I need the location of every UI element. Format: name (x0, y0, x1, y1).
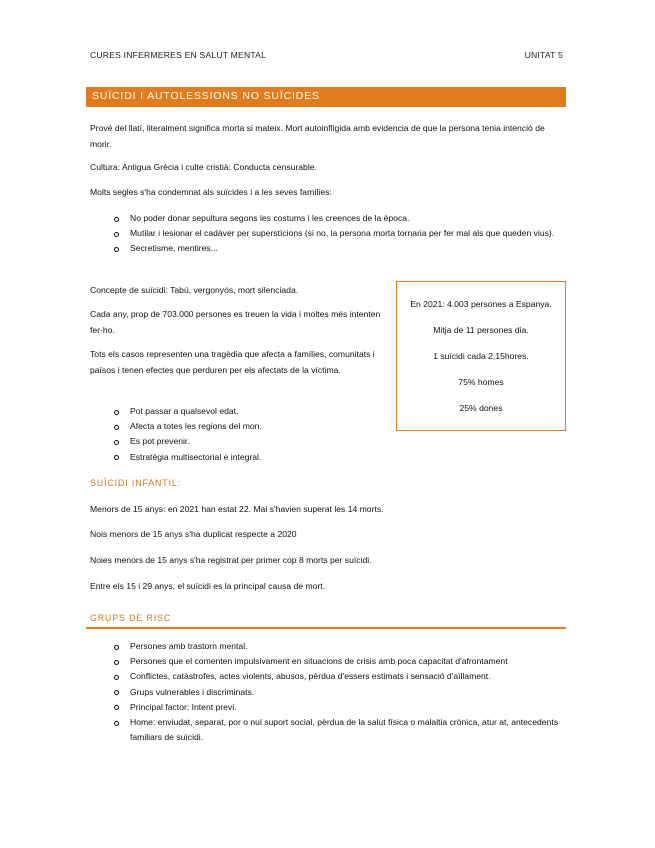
concept-paragraph-1: Concepte de suïcidi: Tabú, vergonyós, mort silenciada. (90, 285, 299, 295)
list-item: Es pot prevenir. (112, 434, 392, 449)
infantil-paragraph-3: Noies menors de 15 anys s'ha registrat per primer cop 8 morts per suïcidi. (90, 555, 372, 565)
section-divider (86, 627, 566, 629)
header-unit: UNITAT 5 (524, 50, 563, 60)
section-title-banner: SUÏCIDI I AUTOLESSIONS NO SUÏCIDES (86, 87, 566, 107)
stat-line: 75% homes (458, 377, 504, 387)
list-item: No poder donar sepultura segons les costums i les creences de la època. (112, 211, 562, 226)
risc-bullet-list (112, 639, 567, 745)
risc-subtitle: GRUPS DE RISC (90, 613, 172, 623)
list-item: Conflictes, catàstrofes, actes violents, abusos, pèrdua d'essers estimats i sensació d'aïllament. (112, 669, 567, 684)
header-course-title: CURES INFERMERES EN SALUT MENTAL (90, 50, 267, 60)
infantil-paragraph-4: Entre els 15 i 29 anys, el suïcidi es la principal causa de mort. (90, 581, 326, 591)
stat-line: 25% dones (459, 403, 503, 413)
infantil-paragraph-1: Menors de 15 anys: en 2021 han estat 22. Mai s'havien superat les 14 morts. (90, 504, 384, 514)
list-item: Secretisme, mentires... (112, 241, 562, 256)
concept-bullet-list (112, 404, 392, 465)
list-item: Principal factor: Intent previ. (112, 700, 567, 715)
intro-paragraph-1: Prové del llatí, literalment significa morta si mateix. Mort autoinfligida amb evidencia de que la persona tenia intenció de morir. (90, 123, 545, 149)
infantil-paragraph-2: Nois menors de 15 anys s'ha duplicat respecte a 2020 (90, 529, 297, 539)
list-item: Afecta a totes les regions del mon. (112, 419, 392, 434)
infantil-subtitle: SUÏCIDI INFANTIL: (90, 478, 182, 488)
stat-line: En 2021: 4.003 persones a Espanya. (410, 299, 552, 309)
stat-line: 1 suïcidi cada 2,15hores. (433, 351, 529, 361)
intro-paragraph-2: Cultura: Antigua Grècia i culte cristià: Conducta censurable. (90, 162, 317, 172)
list-item: Pot passar a qualsevol edat. (112, 404, 392, 419)
stat-line: Mitja de 11 persones dia. (433, 325, 529, 335)
list-item: Persones amb trastorn mental. (112, 639, 567, 654)
list-item: Home: enviudat, separat, por o nul suport social, pèrdua de la salut física o malaltia crònica, atur at, antecedents familiars de suïcidi. (112, 715, 567, 745)
concept-paragraph-3: Tots els casos representen una tragèdia que afecta a famílies, comunitats i països i tenen efectes que perduren per els afectats de la víctima. (90, 349, 375, 375)
concept-paragraph-2: Cada any, prop de 703.000 persones es treuen la vida i moltes més intenten fer-ho. (90, 309, 381, 335)
statistics-box (396, 281, 566, 431)
list-item: Grups vulnerables i discriminats. (112, 685, 567, 700)
list-item: Estratègia multisectorial e integral. (112, 450, 392, 465)
intro-paragraph-3: Molts segles s'ha condemnat als suïcides i a les seves famílies: (90, 187, 332, 197)
list-item: Mutilar i lesionar el cadàver per superstícions (si no, la persona morta tornaria per fer mal als que queden vius). (112, 226, 562, 241)
list-item: Persones que el comenten impulsivament en situacions de crisis amb poca capacitat d'afrontament (112, 654, 567, 669)
intro-bullet-list (112, 211, 562, 257)
